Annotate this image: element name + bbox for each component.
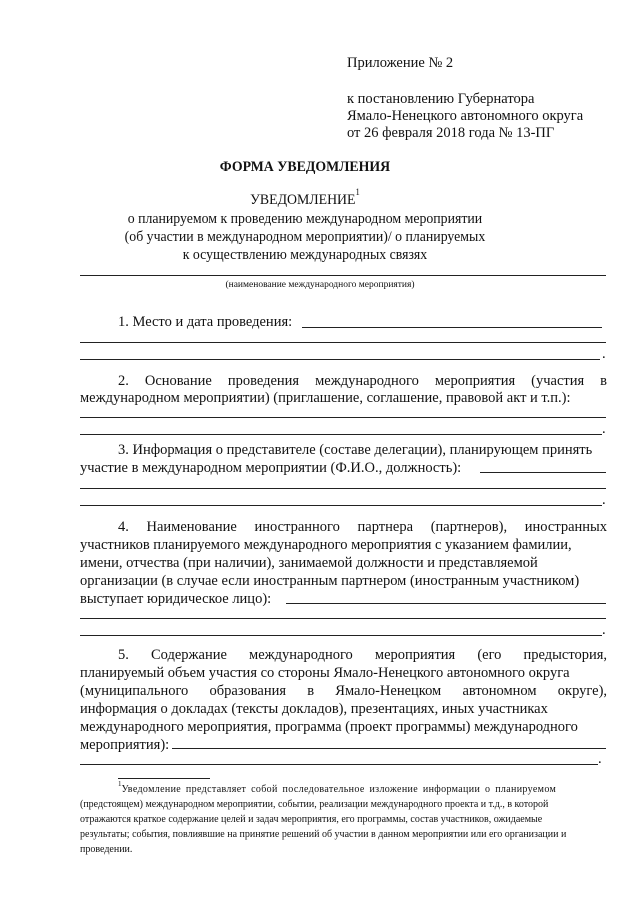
notice-sub-2: (об участии в международном мероприятии)/ о планируемых [124, 229, 486, 245]
item-4-line-2: участников планируемого международного мероприятия с указанием фамилии, [80, 537, 572, 553]
w: партнера [357, 519, 414, 535]
item-5-line-5: международного мероприятия, программа (проект программы) международного [80, 719, 578, 735]
item-4-line-3: имени, отчества (при наличии), занимаемой должности и представляемой [80, 555, 538, 571]
item-3-period: . [602, 492, 606, 508]
item-2-period: . [602, 421, 606, 437]
item-2-line-1 [80, 372, 607, 390]
item-4-field-2[interactable] [80, 618, 606, 619]
footnote-line-1-text: Уведомление представляет собой последовательное изложение информации о планируемом [121, 784, 557, 795]
w: Ямало-Ненецком [335, 683, 442, 699]
item-4-field[interactable] [286, 603, 606, 604]
footnote-separator [118, 778, 210, 779]
item-3-field[interactable] [480, 472, 606, 473]
footnote-line-3: отражаются краткое содержание целей и задач мероприятия, его программы, состав участников, ожидаемые [80, 814, 543, 825]
event-name-line[interactable] [80, 275, 606, 276]
item-3-line-2: участие в международном мероприятии (Ф.И.О., должность): [80, 460, 462, 476]
w: 5. Содержание [118, 647, 227, 663]
notice-heading-text: УВЕДОМЛЕНИЕ [250, 192, 356, 208]
footnote-line-5: проведении. [80, 844, 133, 855]
w: иностранного [254, 519, 340, 535]
item-2-field-2[interactable] [80, 434, 602, 435]
item-2-line-2: международном мероприятии) (приглашение, соглашение, правовой акт и т.п.): [80, 390, 571, 406]
w: иностранных [524, 519, 608, 535]
item-3-line-2-field[interactable] [80, 488, 606, 489]
w: проведения [227, 373, 300, 389]
item-4-line-5: выступает юридическое лицо): [80, 591, 272, 607]
footnote-line-1 [118, 779, 557, 797]
w: (его [477, 647, 502, 663]
item-4-field-3[interactable] [80, 635, 602, 636]
item-1-label: 1. Место и дата проведения: [118, 314, 293, 330]
footnote-line-2: (предстоящем) международном мероприятии, событии, реализации международного проекта и т.д., в которой [80, 799, 549, 810]
item-1-field[interactable] [302, 327, 602, 328]
w: международного [249, 647, 353, 663]
w: округе), [557, 683, 608, 699]
w: мероприятия [434, 373, 516, 389]
event-name-caption: (наименование международного мероприятия) [225, 280, 415, 290]
notice-sub-3: к осуществлению международных связях [182, 247, 428, 263]
item-5-line-4: информация о докладах (тексты докладов), презентациях, иных участниках [80, 701, 548, 717]
item-1-period: . [602, 346, 606, 362]
item-4-line-1 [80, 518, 607, 536]
item-1-line-3[interactable] [80, 359, 600, 360]
w: (муниципального [80, 683, 189, 699]
item-5-line-6: мероприятия): [80, 737, 170, 753]
notice-heading [0, 187, 610, 209]
w: предыстория, [523, 647, 608, 663]
item-5-line-1 [80, 646, 607, 664]
w: (партнеров), [430, 519, 508, 535]
item-5-field[interactable] [172, 748, 606, 749]
w: автономном [462, 683, 537, 699]
item-2-field-1[interactable] [80, 417, 606, 418]
item-5-line-2: планируемый объем участия со стороны Ямало-Ненецкого автономного округа [80, 665, 570, 681]
w: мероприятия [374, 647, 456, 663]
item-5-line-3 [80, 682, 607, 700]
item-3-line-3-field[interactable] [80, 505, 602, 506]
w: 4. Наименование [118, 519, 237, 535]
w: международного [315, 373, 419, 389]
footnote-line-4: результаты; события, повлиявшие на принятие решений об участии в данном мероприятии или его организации и [80, 829, 567, 840]
footnote-ref: 1 [355, 187, 360, 198]
item-4-line-4: организации (в случае если иностранным партнером (иностранным участником) [80, 573, 580, 589]
w: (участия [531, 373, 585, 389]
appendix-line-2: Ямало-Ненецкого автономного округа [347, 108, 584, 124]
item-1-line-2[interactable] [80, 342, 606, 343]
w: в [600, 373, 607, 389]
appendix-line-1: к постановлению Губернатора [347, 91, 535, 107]
appendix-title: Приложение № 2 [347, 55, 454, 71]
footnote-mark: 1 [118, 779, 122, 788]
item-5-field-2[interactable] [80, 764, 598, 765]
item-4-period: . [602, 622, 606, 638]
w: 2. Основание [118, 373, 212, 389]
item-5-period: . [598, 751, 602, 767]
w: в [307, 683, 315, 699]
w: образования [209, 683, 287, 699]
notice-sub-1: о планируемом к проведению международном мероприятии [127, 211, 483, 227]
item-3-line-1: 3. Информация о представителе (составе делегации), планирующем принять [118, 442, 593, 458]
form-title: ФОРМА УВЕДОМЛЕНИЯ [219, 159, 391, 175]
appendix-line-3: от 26 февраля 2018 года № 13-ПГ [347, 125, 555, 141]
